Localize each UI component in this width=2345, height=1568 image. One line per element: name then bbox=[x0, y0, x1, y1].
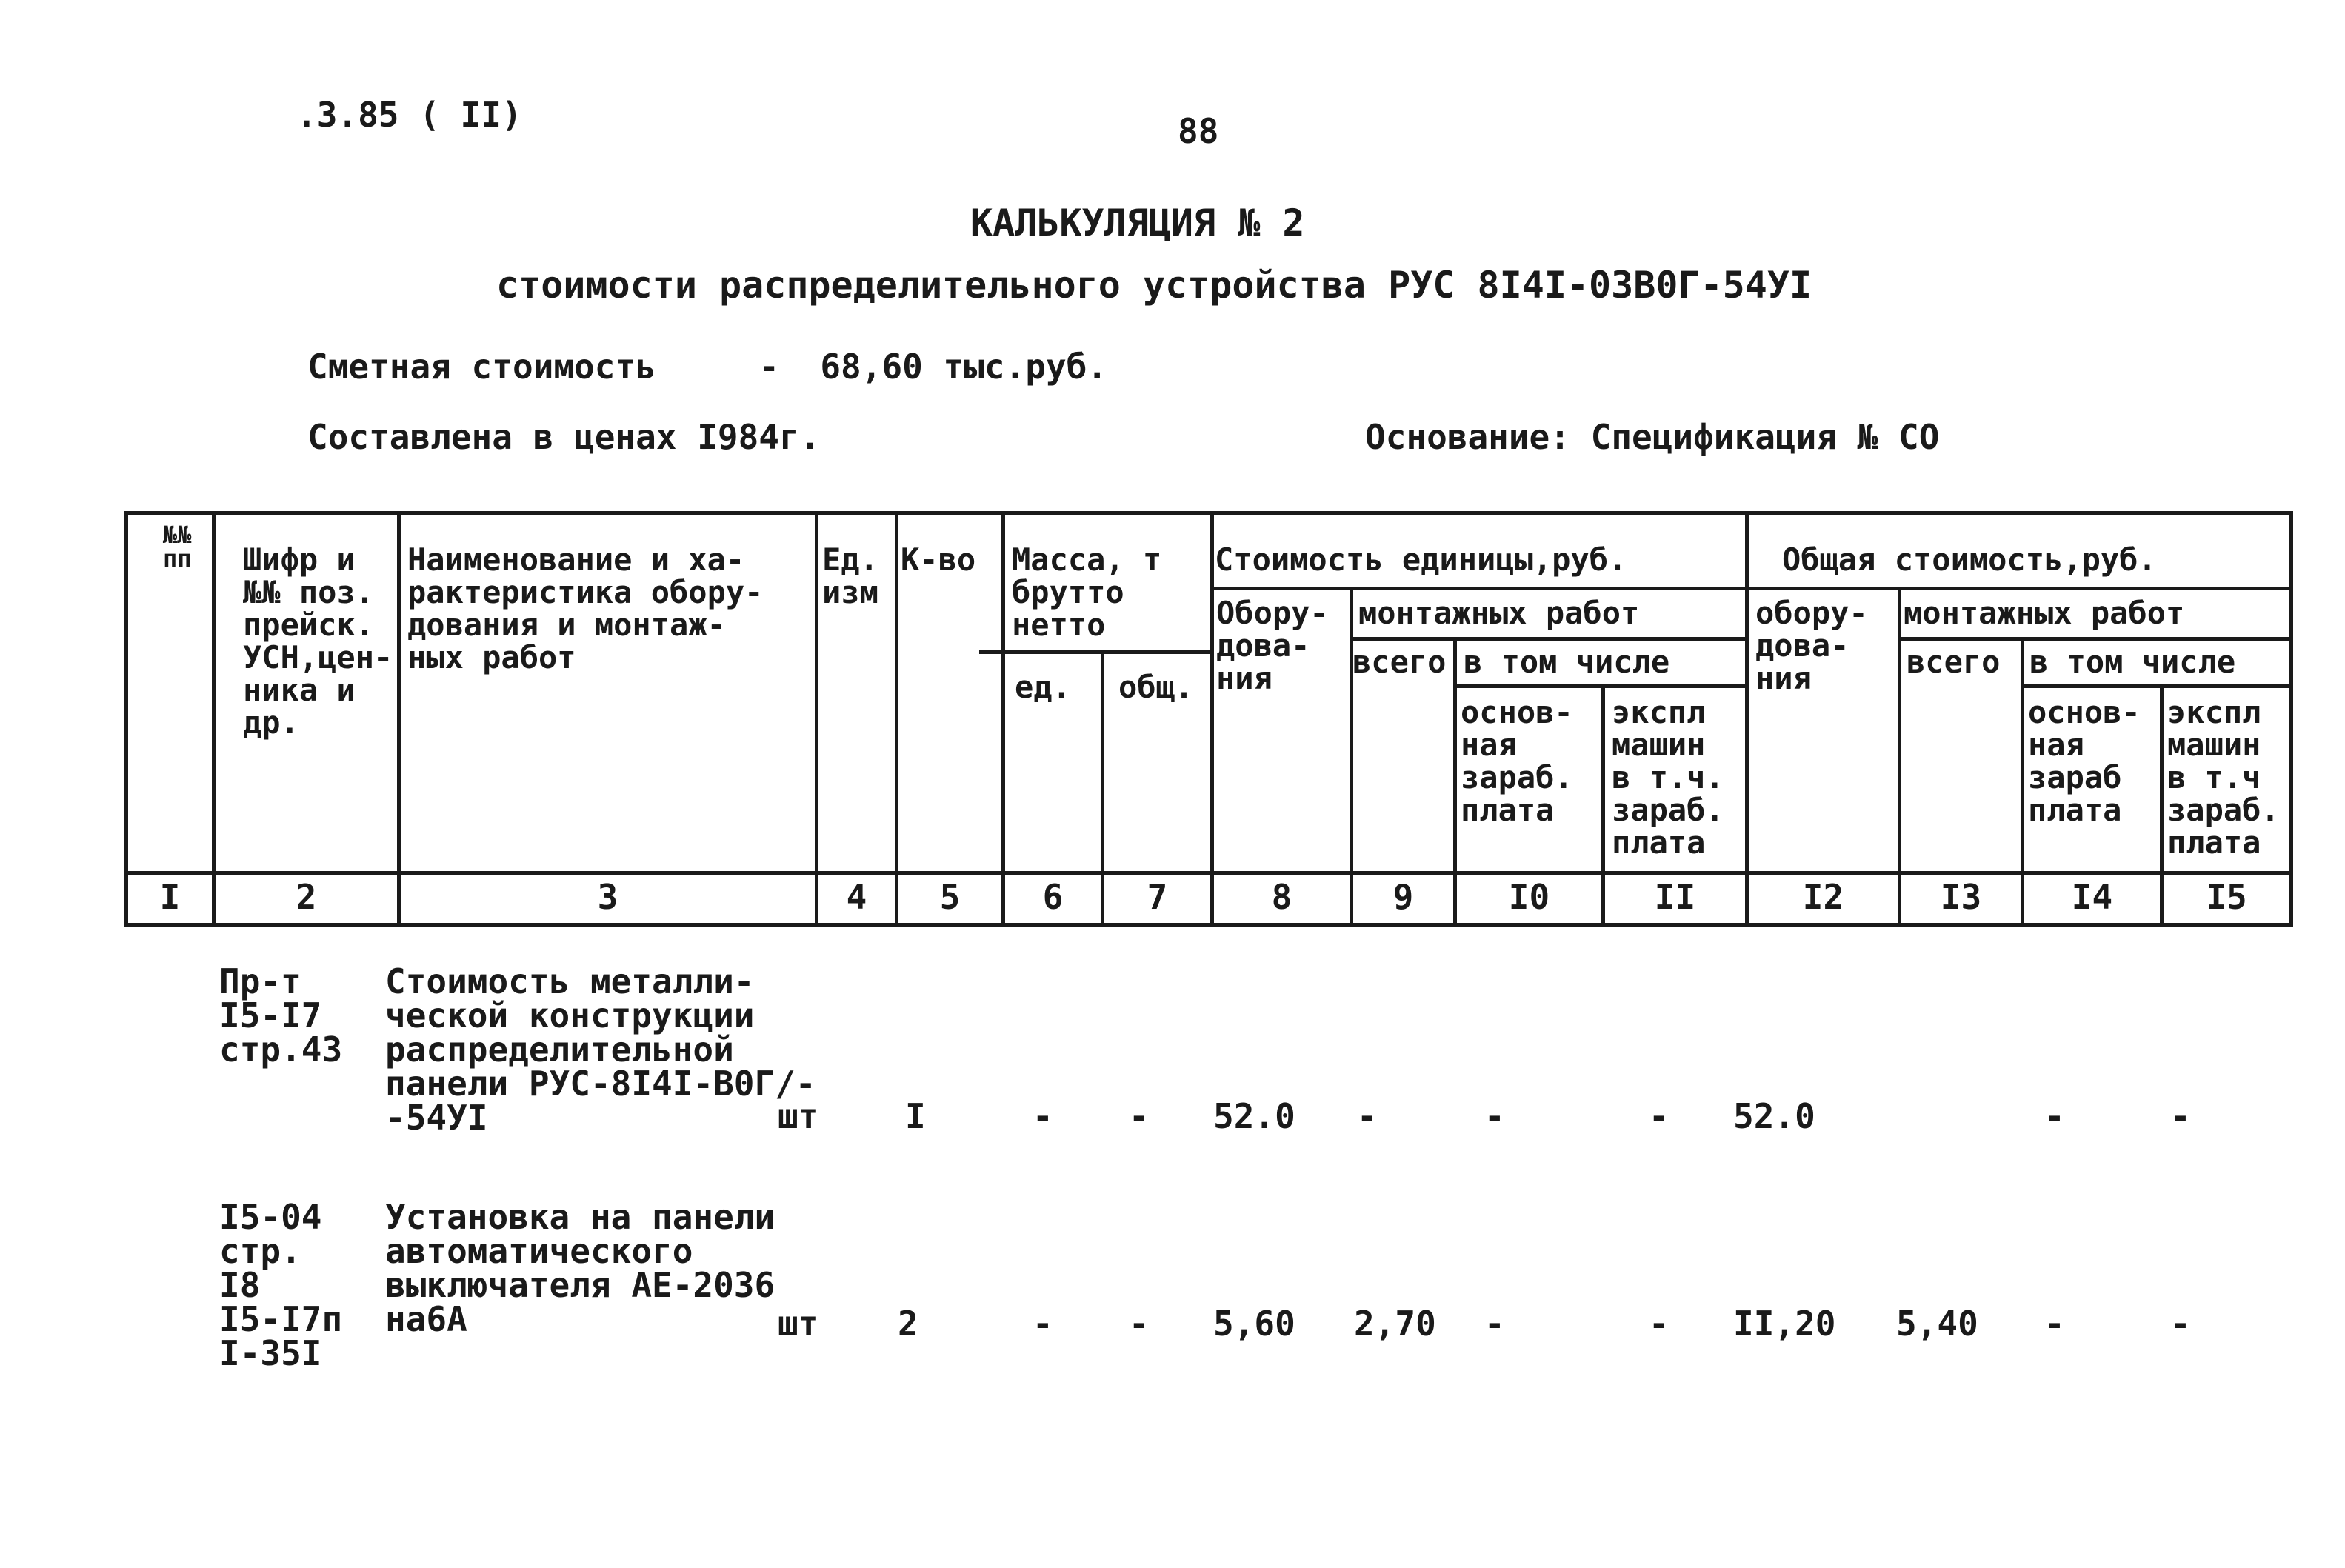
header-total-cost: Общая стоимость,руб. bbox=[1782, 541, 2157, 578]
column-number: I bbox=[159, 877, 181, 917]
header-unit-install-total: всего bbox=[1352, 644, 1447, 680]
column-number: I5 bbox=[2206, 877, 2247, 917]
column-number: 7 bbox=[1147, 877, 1168, 917]
row-total-equipment: II,20 bbox=[1733, 1304, 1836, 1344]
estimated-cost: Сметная стоимость - 68,60 тыс.руб. bbox=[307, 347, 1108, 387]
header-code: Шифр и №№ поз. прейск. УСН,цен- ника и др. bbox=[243, 541, 393, 741]
row-unit: шт bbox=[778, 1304, 819, 1344]
header-mass-total: общ. bbox=[1118, 669, 1194, 705]
col-border bbox=[397, 511, 401, 927]
header-total-install-total: всего bbox=[1907, 644, 2001, 680]
column-number: I4 bbox=[2071, 877, 2113, 917]
document-reference: .3.85 ( II) bbox=[296, 95, 522, 135]
header-unit-equipment: Обору- дова- ния bbox=[1216, 595, 1329, 696]
row-unit-wage: - bbox=[1484, 1096, 1505, 1136]
column-number: 9 bbox=[1392, 877, 1414, 917]
column-number: I2 bbox=[1802, 877, 1844, 917]
rule-total-install-sub bbox=[1898, 637, 2293, 641]
header-unit: Ед. изм bbox=[822, 541, 878, 610]
column-number: 6 bbox=[1042, 877, 1064, 917]
col-border bbox=[1001, 511, 1005, 927]
row-quantity: I bbox=[905, 1096, 926, 1136]
row-quantity: 2 bbox=[898, 1304, 918, 1344]
header-total-incl: в том числе bbox=[2029, 644, 2236, 680]
row-total-wage: - bbox=[2044, 1096, 2065, 1136]
row-mass-total: - bbox=[1129, 1096, 1150, 1136]
header-unit-install: монтажных работ bbox=[1358, 595, 1640, 631]
page-number: 88 bbox=[1178, 111, 1219, 151]
header-unit-wage: основ- ная зараб. плата bbox=[1461, 694, 1573, 828]
header-total-wage: основ- ная зараб плата bbox=[2028, 694, 2141, 828]
header-total-equipment: обору- дова- ния bbox=[1755, 595, 1868, 696]
row-name: Установка на панели автоматического выключателя АЕ-2036 на6А bbox=[385, 1197, 775, 1339]
col-border bbox=[212, 511, 216, 927]
rule-header-bottom bbox=[124, 871, 2293, 875]
row-total-wage: - bbox=[2044, 1304, 2065, 1344]
row-unit-machines: - bbox=[1649, 1096, 1669, 1136]
column-number: 8 bbox=[1271, 877, 1292, 917]
header-total-machines: экспл машин в т.ч зараб. плата bbox=[2167, 694, 2280, 861]
header-unit-machines: экспл машин в т.ч. зараб. плата bbox=[1612, 694, 1724, 861]
column-number: 3 bbox=[597, 877, 618, 917]
calculation-subtitle: стоимости распределительного устройства РУС 8I4I-03В0Г-54УI bbox=[496, 264, 1812, 307]
row-unit-machines: - bbox=[1649, 1304, 1669, 1344]
column-number: I3 bbox=[1940, 877, 1982, 917]
header-quantity: К-во bbox=[901, 541, 976, 578]
rule-numbers-bottom bbox=[124, 923, 2293, 927]
column-number: 2 bbox=[296, 877, 317, 917]
column-number: 4 bbox=[846, 877, 867, 917]
col-border bbox=[895, 511, 898, 927]
col-border bbox=[2289, 511, 2293, 927]
row-total-machines: - bbox=[2170, 1096, 2191, 1136]
row-code: I5-04 стр. I8 I5-I7п I-35I bbox=[219, 1197, 343, 1373]
header-total-install: монтажных работ bbox=[1904, 595, 2185, 631]
col-border bbox=[815, 511, 818, 927]
rule-unit-cost-sub bbox=[1210, 587, 2293, 590]
header-unit-incl: в том числе bbox=[1464, 644, 1670, 680]
row-unit: шт bbox=[778, 1096, 819, 1136]
basis-specification: Основание: Спецификация № СО bbox=[1365, 417, 1940, 457]
column-number: I0 bbox=[1508, 877, 1550, 917]
row-name: Стоимость металли- ческой конструкции распределительной панели РУС-8I4I-В0Г/- -54УI bbox=[385, 961, 816, 1138]
row-total-machines: - bbox=[2170, 1304, 2191, 1344]
col-border bbox=[1350, 587, 1353, 927]
header-mass-unit: ед. bbox=[1015, 669, 1071, 705]
rule-unit-incl-sub bbox=[1453, 684, 1745, 688]
rule-total-incl-sub bbox=[2021, 684, 2293, 688]
row-mass-unit: - bbox=[1033, 1304, 1053, 1344]
calculation-title: КАЛЬКУЛЯЦИЯ № 2 bbox=[970, 201, 1305, 244]
column-number: II bbox=[1654, 877, 1696, 917]
row-mass-unit: - bbox=[1033, 1096, 1053, 1136]
header-row-number: №№ пп bbox=[163, 521, 192, 573]
row-unit-install-total: - bbox=[1357, 1096, 1378, 1136]
row-total-equipment: 52.0 bbox=[1733, 1096, 1815, 1136]
rule-mass-sub bbox=[979, 650, 1210, 654]
table-top-border bbox=[124, 511, 2293, 515]
header-unit-cost: Стоимость единицы,руб. bbox=[1215, 541, 1627, 578]
header-mass: Масса, т брутто нетто bbox=[1012, 541, 1162, 643]
col-border bbox=[124, 511, 128, 927]
row-unit-wage: - bbox=[1484, 1304, 1505, 1344]
col-border bbox=[1745, 511, 1749, 927]
col-border bbox=[1898, 587, 1901, 927]
col-border bbox=[1210, 511, 1214, 927]
row-mass-total: - bbox=[1129, 1304, 1150, 1344]
header-name: Наименование и ха- рактеристика обору- дования и монтаж- ных работ bbox=[407, 541, 764, 675]
column-number: 5 bbox=[939, 877, 961, 917]
row-unit-equipment: 5,60 bbox=[1213, 1304, 1295, 1344]
row-unit-equipment: 52.0 bbox=[1213, 1096, 1295, 1136]
row-code: Пр-т I5-I7 стр.43 bbox=[219, 961, 343, 1070]
price-basis-year: Составлена в ценах I984г. bbox=[307, 417, 821, 457]
row-total-install-total: 5,40 bbox=[1896, 1304, 1978, 1344]
rule-unit-install-sub bbox=[1350, 637, 1745, 641]
row-unit-install-total: 2,70 bbox=[1354, 1304, 1436, 1344]
